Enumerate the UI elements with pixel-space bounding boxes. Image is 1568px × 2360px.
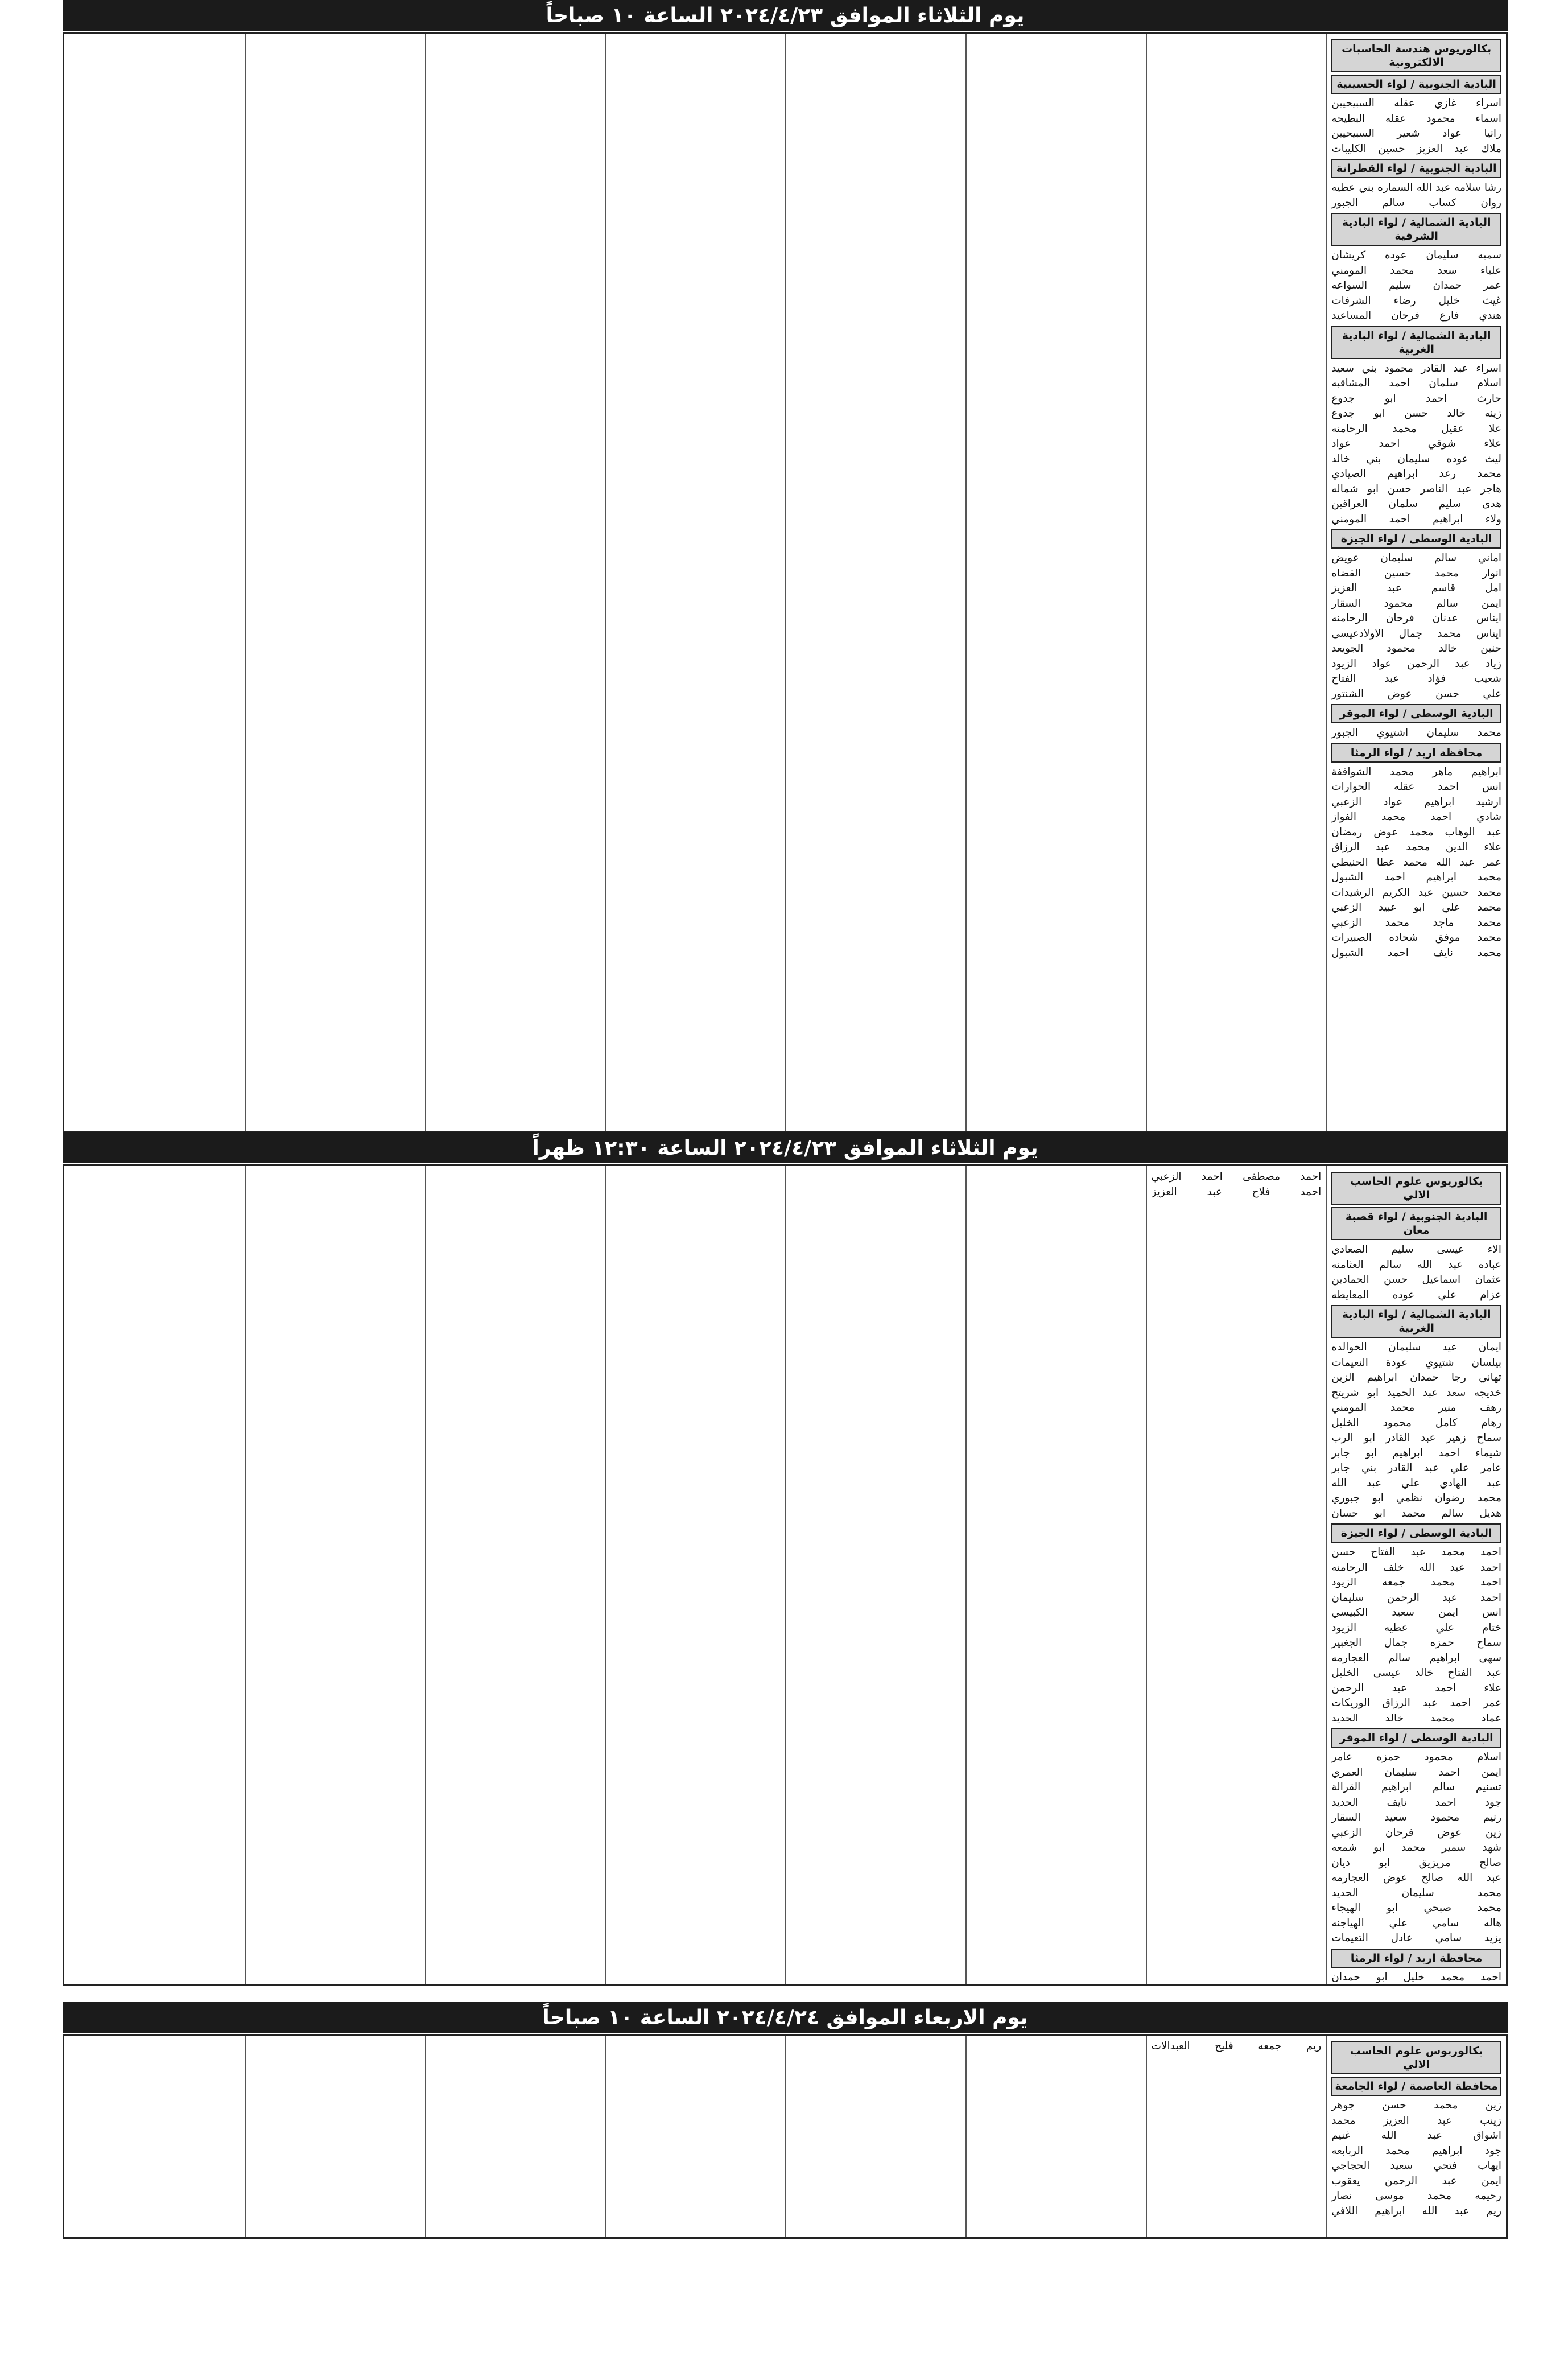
candidate-name: رنيم محمود سعيد السقار xyxy=(1331,1811,1501,1823)
candidate-name: علي حسن عوض الشنتور xyxy=(1331,687,1501,700)
list-column xyxy=(605,2036,785,2237)
candidate-name: روان كساب سالم الجبور xyxy=(1331,196,1501,209)
candidate-name: ايناس عدنان فرحان الرحامنه xyxy=(1331,612,1501,624)
list-column xyxy=(245,1166,425,1984)
newspaper-page xyxy=(63,0,1508,2360)
candidate-name: غيث خليل رضاء الشرفات xyxy=(1331,294,1501,307)
candidate-name: اسماء محمود عقله البطيحه xyxy=(1331,112,1501,125)
list-column xyxy=(425,34,605,1131)
list-column xyxy=(245,2036,425,2237)
candidate-name: هندي فارع فرحان المساعيد xyxy=(1331,310,1501,322)
candidate-name: ايمان عيد سليمان الخوالده xyxy=(1331,1341,1501,1353)
column-grid xyxy=(64,2036,1506,2237)
candidate-name: زين عوض فرحان الزعبي xyxy=(1331,1826,1501,1839)
list-column xyxy=(785,1166,965,1984)
candidate-name: بيلسان شتيوي عودة النعيمات xyxy=(1331,1356,1501,1369)
list-column xyxy=(1146,2036,1326,2237)
candidate-name: احمد مصطفى احمد الزعبي xyxy=(1151,1171,1322,1183)
candidate-name: سماح حمزه جمال الجغبير xyxy=(1331,1637,1501,1649)
candidate-name: زينب عبد العزيز محمد xyxy=(1331,2114,1501,2127)
candidate-name: ريم عبد الله ابراهيم اللافي xyxy=(1331,2205,1501,2217)
candidate-name: احمد عبد الله خلف الرحامنه xyxy=(1331,1561,1501,1574)
candidate-name: شيماء احمد ابراهيم ابو جابر xyxy=(1331,1447,1501,1459)
candidate-name: احمد فلاح عبد العزيز xyxy=(1151,1185,1322,1198)
candidate-name: جود احمد نايف الحديد xyxy=(1331,1796,1501,1809)
candidate-name: شعيب فؤاد عبد الفتاح xyxy=(1331,673,1501,685)
candidate-name: محمد موفق شحاده الصبيرات xyxy=(1331,932,1501,944)
candidate-name: محمد رعد ابراهيم الصيادي xyxy=(1331,468,1501,480)
list-column xyxy=(965,1166,1146,1984)
candidate-name: الاء عيسى سليم الصعادي xyxy=(1331,1243,1501,1255)
candidate-name: ختام علي عطيه الزيود xyxy=(1331,1621,1501,1634)
candidate-name: هديل سالم محمد ابو حسان xyxy=(1331,1507,1501,1519)
candidate-name: اسراء عبد القادر محمود بني سعيد xyxy=(1331,362,1501,374)
candidate-name: محمد علي ابو عبيد الزعبي xyxy=(1331,901,1501,913)
list-column xyxy=(64,2036,245,2237)
candidate-name: هدى سليم سلمان العراقين xyxy=(1331,498,1501,510)
candidate-name: علاء الدين محمد عبد الرزاق xyxy=(1331,841,1501,853)
region-header: البادية الجنوبية / لواء القطرانة xyxy=(1331,159,1501,178)
candidate-name: تهاني رجا حمدان ابراهيم الزبن xyxy=(1331,1371,1501,1383)
region-header: البادية الجنوبية / لواء قصبة معان xyxy=(1331,1207,1501,1240)
candidate-name: علا عقيل محمد الرحامنه xyxy=(1331,422,1501,435)
list-column xyxy=(425,1166,605,1984)
list-column xyxy=(605,34,785,1131)
candidate-name: سميه سليمان عوده كريشان xyxy=(1331,249,1501,261)
candidate-name: انس احمد عقله الحوارات xyxy=(1331,781,1501,793)
candidate-name: عبد الهادي علي عبد الله xyxy=(1331,1477,1501,1489)
exam-list-section-3 xyxy=(63,2034,1508,2239)
candidate-name: رهف منير محمد المومني xyxy=(1331,1402,1501,1414)
candidate-name: ايمن عبد الرحمن يعقوب xyxy=(1331,2174,1501,2187)
candidate-name: زياد عبد الرحمن عواد الزيود xyxy=(1331,657,1501,670)
candidate-name: محمد حسين عبد الكريم الرشيدات xyxy=(1331,886,1501,899)
region-header: بكالوريوس علوم الحاسب الالي xyxy=(1331,1172,1501,1205)
candidate-name: عمر عبد الله محمد عطا الحنيطي xyxy=(1331,856,1501,868)
list-column xyxy=(1326,1166,1506,1984)
region-header: البادية الوسطى / لواء الموقر xyxy=(1331,1728,1501,1748)
candidate-name: امل قاسم عبد العزيز xyxy=(1331,582,1501,594)
candidate-name: علاء احمد عبد الرحمن xyxy=(1331,1682,1501,1694)
candidate-name: سماح زهير عبد القادر ابو الرب xyxy=(1331,1432,1501,1444)
region-header: البادية الشمالية / لواء البادية الغربية xyxy=(1331,326,1501,359)
list-column xyxy=(785,34,965,1131)
candidate-name: صالح مريزيق ابو ديان xyxy=(1331,1856,1501,1869)
candidate-name: احمد محمد خليل ابو حمدان xyxy=(1331,1971,1501,1983)
candidate-name: ابراهيم ماهر محمد الشواقفة xyxy=(1331,765,1501,778)
list-column xyxy=(64,1166,245,1984)
region-header: البادية الجنوبية / لواء الحسينية xyxy=(1331,75,1501,94)
list-column xyxy=(965,34,1146,1131)
list-column xyxy=(605,1166,785,1984)
candidate-name: هاله سامي علي الهياجنه xyxy=(1331,1917,1501,1929)
candidate-name: احمد محمد عبد الفتاح حسن xyxy=(1331,1546,1501,1558)
candidate-name: احمد محمد جمعه الزيود xyxy=(1331,1576,1501,1588)
list-column xyxy=(1326,2036,1506,2237)
candidate-name: محمد ابراهيم احمد الشبول xyxy=(1331,871,1501,883)
candidate-name: عبد الله صالح عوض العجارمه xyxy=(1331,1872,1501,1884)
candidate-name: اسلام محمود حمزه عامر xyxy=(1331,1751,1501,1763)
candidate-name: ولاء ابراهيم احمد المومني xyxy=(1331,513,1501,525)
candidate-name: عمر احمد عبد الرزاق الوريكات xyxy=(1331,1697,1501,1709)
candidate-name: محمد نايف احمد الشبول xyxy=(1331,946,1501,959)
list-column xyxy=(965,2036,1146,2237)
candidate-name: عماد محمد خالد الحديد xyxy=(1331,1712,1501,1724)
candidate-name: زينه خالد حسن ابو جدوع xyxy=(1331,407,1501,419)
candidate-name: محمد سليمان الحديد xyxy=(1331,1887,1501,1899)
candidate-name: اسلام سلمان احمد المشاقبه xyxy=(1331,377,1501,389)
candidate-name: رهام كامل محمود الخليل xyxy=(1331,1416,1501,1429)
candidate-name: عزام علي عوده المعايطه xyxy=(1331,1288,1501,1301)
candidate-name: رحيمه محمد موسى نصار xyxy=(1331,2190,1501,2202)
candidate-name: علاء شوقي احمد عواد xyxy=(1331,438,1501,450)
list-column xyxy=(1146,34,1326,1131)
candidate-name: ايهاب فتحي سعيد الحجاجي xyxy=(1331,2160,1501,2172)
exam-list-section-1 xyxy=(63,32,1508,1132)
candidate-name: ايمن سالم محمود السقار xyxy=(1331,597,1501,609)
region-header: بكالوريوس علوم الحاسب الالي xyxy=(1331,2041,1501,2074)
candidate-name: خديجه سعد عبد الحميد ابو شريتح xyxy=(1331,1386,1501,1399)
candidate-name: عمر حمدان سليم السواعه xyxy=(1331,279,1501,291)
candidate-name: جود ابراهيم محمد الربابعه xyxy=(1331,2144,1501,2157)
candidate-name: انوار محمد حسين القضاه xyxy=(1331,567,1501,579)
candidate-name: عبد الفتاح خالد عيسى الخليل xyxy=(1331,1667,1501,1679)
candidate-name: محمد سليمان اشتيوي الجبور xyxy=(1331,727,1501,739)
exam-list-section-2 xyxy=(63,1164,1508,1986)
candidate-name: ليث عوده سليمان بني خالد xyxy=(1331,452,1501,465)
candidate-name: تسنيم سالم ابراهيم القرالة xyxy=(1331,1781,1501,1793)
region-header: محافظة اربد / لواء الرمثا xyxy=(1331,743,1501,763)
region-header: محافظة اربد / لواء الرمثا xyxy=(1331,1949,1501,1968)
candidate-name: عباده عبد الله سالم العثامنه xyxy=(1331,1258,1501,1271)
candidate-name: شادي احمد محمد الفواز xyxy=(1331,811,1501,823)
session-banner: يوم الثلاثاء الموافق ٢٠٢٤/٤/٢٣ الساعة ١٠ صباحاً xyxy=(63,0,1508,31)
candidate-name: محمد صبحي ابو الهيجاء xyxy=(1331,1902,1501,1914)
region-header: البادية الوسطى / لواء الجيزة xyxy=(1331,529,1501,549)
candidate-name: اشواق عبد الله غنيم xyxy=(1331,2130,1501,2141)
candidate-name: ارشيد ابراهيم عواد الزعبي xyxy=(1331,796,1501,808)
candidate-name: يزيد سامي عادل التعيمات xyxy=(1331,1932,1501,1944)
candidate-name: هاجر عبد الناصر حسن ابو شماله xyxy=(1331,483,1501,495)
candidate-name: عثمان اسماعيل حسن الحمادين xyxy=(1331,1274,1501,1286)
candidate-name: رشا سلامه عبد الله السماره بني عطيه xyxy=(1331,182,1501,193)
candidate-name: محمد رضوان نظمي ابو جبوري xyxy=(1331,1492,1501,1504)
list-column xyxy=(245,34,425,1131)
list-column xyxy=(1326,34,1506,1131)
list-column xyxy=(425,2036,605,2237)
candidate-name: ايناس محمد جمال الاولادعيسى xyxy=(1331,627,1501,640)
candidate-name: اماني سالم سليمان عويض xyxy=(1331,552,1501,564)
candidate-name: محمد ماجد محمد الزعبي xyxy=(1331,916,1501,929)
candidate-name: عبد الوهاب محمد عوض رمضان xyxy=(1331,826,1501,838)
region-header: البادية الشمالية / لواء البادية الغربية xyxy=(1331,1305,1501,1338)
candidate-name: زين محمد حسن جوهر xyxy=(1331,2099,1501,2111)
candidate-name: ريم جمعه فليح العبدالات xyxy=(1151,2040,1322,2052)
list-column xyxy=(64,34,245,1131)
column-grid xyxy=(64,1166,1506,1984)
candidate-name: احمد عبد الرحمن سليمان xyxy=(1331,1591,1501,1604)
region-header: البادية الوسطى / لواء الموقر xyxy=(1331,704,1501,723)
list-column xyxy=(785,2036,965,2237)
region-header: البادية الشمالية / لواء البادية الشرقية xyxy=(1331,213,1501,246)
candidate-name: ايمن احمد سليمان العمري xyxy=(1331,1766,1501,1778)
candidate-name: رانيا عواد شعير السبيحيين xyxy=(1331,127,1501,139)
candidate-name: انس ايمن سعيد الكبيسي xyxy=(1331,1607,1501,1618)
candidate-name: سهى ابراهيم سالم العجارمه xyxy=(1331,1651,1501,1664)
session-banner: يوم الاربعاء الموافق ٢٠٢٤/٤/٢٤ الساعة ١٠ صباحاً xyxy=(63,2002,1508,2033)
candidate-name: ملاك عبد العزيز حسين الكليبات xyxy=(1331,142,1501,155)
list-column xyxy=(1146,1166,1326,1984)
session-banner: يوم الثلاثاء الموافق ٢٠٢٤/٤/٢٣ الساعة ١٢:٣٠ ظهراً xyxy=(63,1132,1508,1163)
candidate-name: عامر علي عبد القادر بني جابر xyxy=(1331,1462,1501,1474)
candidate-name: علياء سعد محمد المومني xyxy=(1331,264,1501,277)
candidate-name: شهد سمير محمد ابو شمعه xyxy=(1331,1842,1501,1854)
column-grid xyxy=(64,34,1506,1131)
region-header: البادية الوسطى / لواء الجيزة xyxy=(1331,1523,1501,1543)
region-header: بكالوريوس هندسة الحاسبات الالكترونية xyxy=(1331,39,1501,72)
candidate-name: حنين خالد محمود الجويعد xyxy=(1331,642,1501,654)
candidate-name: اسراء غازي عقله السبيحيين xyxy=(1331,97,1501,109)
region-header: محافظة العاصمة / لواء الجامعة xyxy=(1331,2077,1501,2096)
candidate-name: حارث احمد ابو جدوع xyxy=(1331,392,1501,405)
